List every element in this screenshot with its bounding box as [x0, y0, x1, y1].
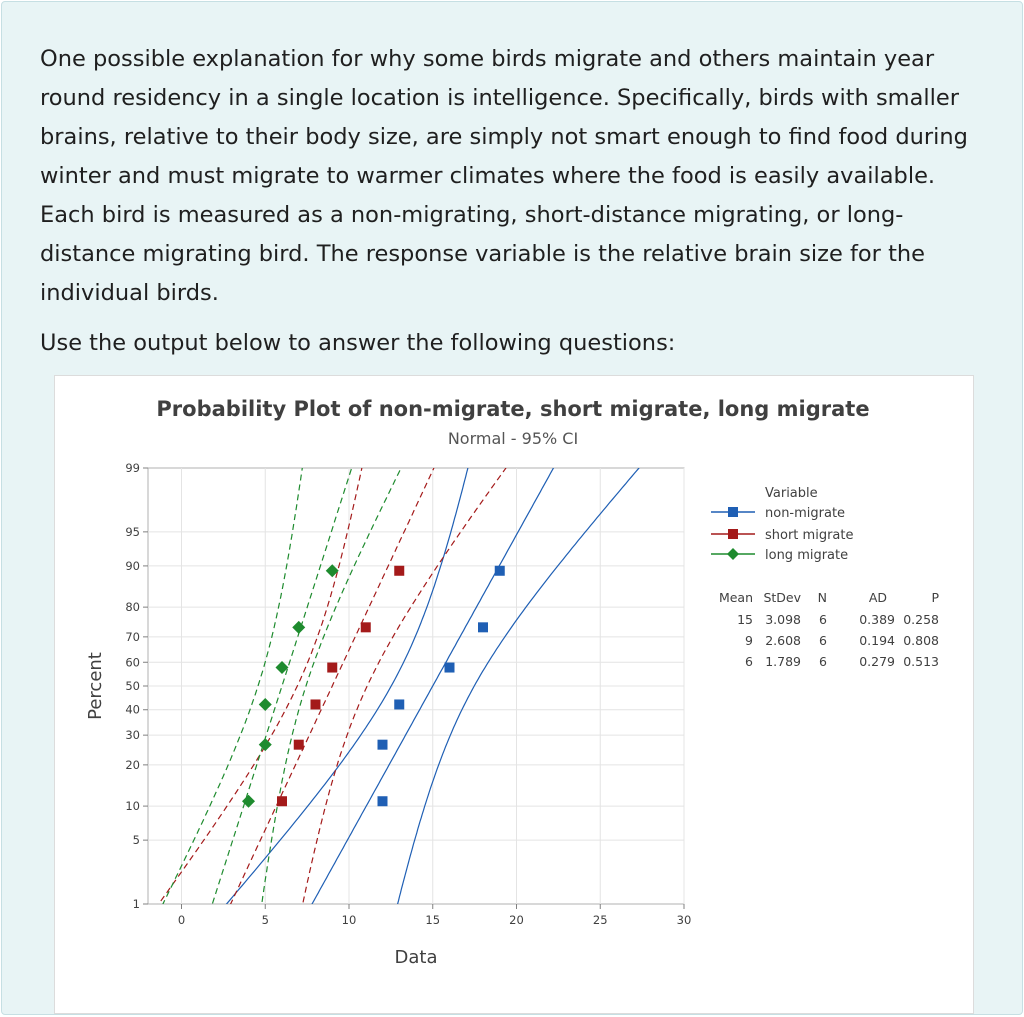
stats-cell: 0.258: [903, 612, 939, 627]
legend-marker-non-migrate: [728, 507, 738, 517]
stats-cell: 9: [745, 633, 753, 648]
legend-item-long-migrate: [711, 548, 848, 563]
legend-label-long-migrate: long migrate: [765, 548, 849, 563]
legend-marker-long-migrate: [727, 548, 739, 560]
y-tick-label: 20: [125, 757, 140, 772]
stats-cell: 6: [819, 633, 827, 648]
x-axis-label: Data: [394, 947, 438, 968]
legend-item-short-migrate: [711, 528, 853, 543]
legend-marker-short-migrate: [728, 529, 738, 539]
point-non-migrate: [445, 663, 455, 673]
point-non-migrate: [495, 566, 505, 576]
question-prompt: Use the output below to answer the following questions:: [40, 330, 676, 356]
stats-header-mean: Mean: [718, 590, 753, 605]
point-short-migrate: [294, 740, 304, 750]
chart-subtitle: Normal - 95% CI: [447, 429, 579, 448]
point-short-migrate: [277, 796, 287, 806]
stats-cell: 6: [745, 654, 753, 669]
stats-cell: 1.789: [765, 654, 801, 669]
y-tick-label: 30: [125, 728, 140, 743]
question-panel: [1, 1, 1023, 1015]
probability-plot-figure: [54, 375, 974, 1014]
stats-cell: 15: [737, 612, 753, 627]
y-tick-label: 90: [125, 558, 140, 573]
y-axis-label: Percent: [85, 652, 106, 720]
chart-title: Probability Plot of non-migrate, short migrate, long migrate: [156, 397, 870, 421]
y-tick-label: 10: [125, 799, 140, 814]
y-tick-label: 70: [125, 629, 140, 644]
stats-cell: 0.194: [859, 633, 895, 648]
point-non-migrate: [478, 622, 488, 632]
x-tick-label: 10: [341, 913, 357, 927]
stats-cell: 3.098: [765, 612, 801, 627]
legend-title: Variable: [765, 486, 818, 501]
stats-header-ad: AD: [868, 590, 887, 605]
stats-cell: 6: [819, 654, 827, 669]
stats-header-stdev: StDev: [763, 590, 801, 605]
stats-table: [719, 590, 940, 669]
stats-cell: 0.808: [903, 633, 939, 648]
x-tick-label: 25: [592, 913, 608, 927]
legend-label-non-migrate: non-migrate: [765, 506, 846, 521]
stats-cell: 0.513: [903, 654, 939, 669]
y-tick-label: 95: [125, 524, 140, 539]
x-tick-label: 20: [509, 913, 524, 927]
point-non-migrate: [394, 699, 404, 709]
y-tick-label: 5: [132, 833, 140, 848]
stats-cell: 0.279: [859, 654, 895, 669]
point-short-migrate: [327, 663, 337, 673]
stats-header-p: P: [931, 590, 939, 605]
point-non-migrate: [378, 740, 388, 750]
probability-plot: [55, 376, 973, 1013]
y-tick-label: 99: [125, 461, 140, 475]
y-tick-label: 60: [125, 655, 140, 670]
y-tick-label: 50: [125, 679, 140, 693]
x-tick-label: 5: [261, 913, 269, 927]
stats-cell: 6: [819, 612, 827, 627]
x-tick-label: 15: [425, 913, 441, 927]
legend-label-short-migrate: short migrate: [765, 528, 854, 543]
legend: [711, 486, 853, 563]
point-short-migrate: [311, 699, 321, 709]
legend-item-non-migrate: [711, 506, 845, 521]
point-short-migrate: [361, 622, 371, 632]
y-tick-label: 80: [125, 600, 140, 615]
y-tick-label: 1: [132, 897, 140, 911]
stats-cell: 0.389: [859, 612, 895, 627]
x-tick-label: 0: [177, 913, 186, 927]
question-text: One possible explanation for why some birds migrate and others maintain year round residency in a single location is intelligence. Specifically, birds with smaller brains, relative to their body size, are simply not smart enough to find food during winter and must migrate to warmer climates where the food is easily available. Each bird is measured as a non-migrating, short-distance migrating, or long-distance migrating bird. The response variable is the relative brain size for the individual birds.: [40, 46, 968, 306]
stats-cell: 2.608: [765, 633, 801, 648]
y-tick-label: 40: [125, 702, 140, 717]
point-non-migrate: [378, 796, 388, 806]
point-short-migrate: [394, 566, 404, 576]
stats-header-n: N: [817, 590, 827, 605]
x-tick-label: 30: [676, 913, 692, 927]
